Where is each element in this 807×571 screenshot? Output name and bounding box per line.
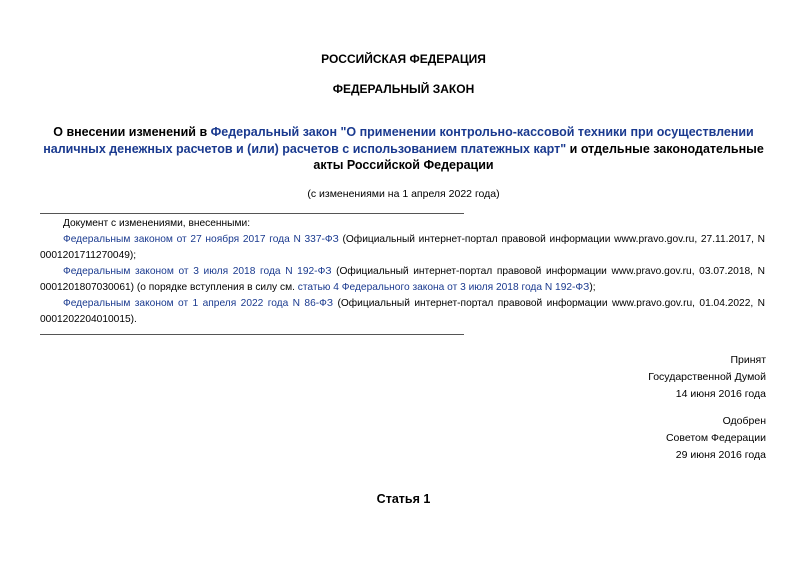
law-type-heading: ФЕДЕРАЛЬНЫЙ ЗАКОН (332, 82, 475, 96)
duma-adoption-date: 14 июня 2016 года (675, 388, 766, 400)
changes-block (40, 216, 765, 328)
duma-adoption-line1: Принят (730, 354, 766, 366)
duma-adoption (520, 352, 766, 403)
change-item (40, 232, 765, 264)
changes-heading: Документ с изменениями, внесенными: (63, 218, 251, 229)
change-link-337fz[interactable]: Федеральным законом от 27 ноября 2017 года N 337-ФЗ (63, 234, 339, 245)
law-title-link[interactable]: Федеральный закон "О применении контрольно-кассовой техники при осуществлении наличных денежных расчетов и (или) расчетов с использованием платежных карт" (43, 125, 754, 156)
country-heading: РОССИЙСКАЯ ФЕДЕРАЦИЯ (321, 52, 486, 66)
article-heading: Статья 1 (376, 492, 431, 506)
change-text: (Официальный интернет-портал правовой информации www.pravo.gov.ru, 03.07.2018, N 0001201807030061) (о порядке вступления в силу см. (40, 266, 765, 293)
change-text-tail: ); (589, 282, 596, 293)
duma-adoption-line2: Государственной Думой (648, 371, 766, 383)
change-link-192fz-article4[interactable]: статью 4 Федерального закона от 3 июля 2018 года N 192-ФЗ (297, 282, 590, 293)
council-approval-line2: Советом Федерации (665, 432, 766, 444)
change-link-86fz[interactable]: Федеральным законом от 1 апреля 2022 года N 86-ФЗ (63, 298, 334, 309)
divider-top (40, 213, 464, 214)
council-approval (520, 413, 766, 464)
law-title (40, 124, 767, 174)
amended-note: (с изменениями на 1 апреля 2022 года) (307, 188, 500, 200)
change-link-192fz[interactable]: Федеральным законом от 3 июля 2018 года N 192-ФЗ (63, 266, 332, 277)
council-approval-date: 29 июня 2016 года (675, 449, 766, 461)
law-title-suffix: и отдельные законодательные акты Российской Федерации (313, 141, 764, 172)
divider-bottom (40, 334, 464, 335)
law-title-prefix: О внесении изменений в (53, 125, 211, 139)
council-approval-line1: Одобрен (722, 415, 766, 427)
change-item (40, 296, 765, 328)
change-text: (Официальный интернет-портал правовой информации www.pravo.gov.ru, 01.04.2022, N 0001202204010015). (40, 298, 765, 325)
change-item (40, 264, 765, 296)
change-text: (Официальный интернет-портал правовой информации www.pravo.gov.ru, 27.11.2017, N 0001201711270049); (40, 234, 765, 261)
